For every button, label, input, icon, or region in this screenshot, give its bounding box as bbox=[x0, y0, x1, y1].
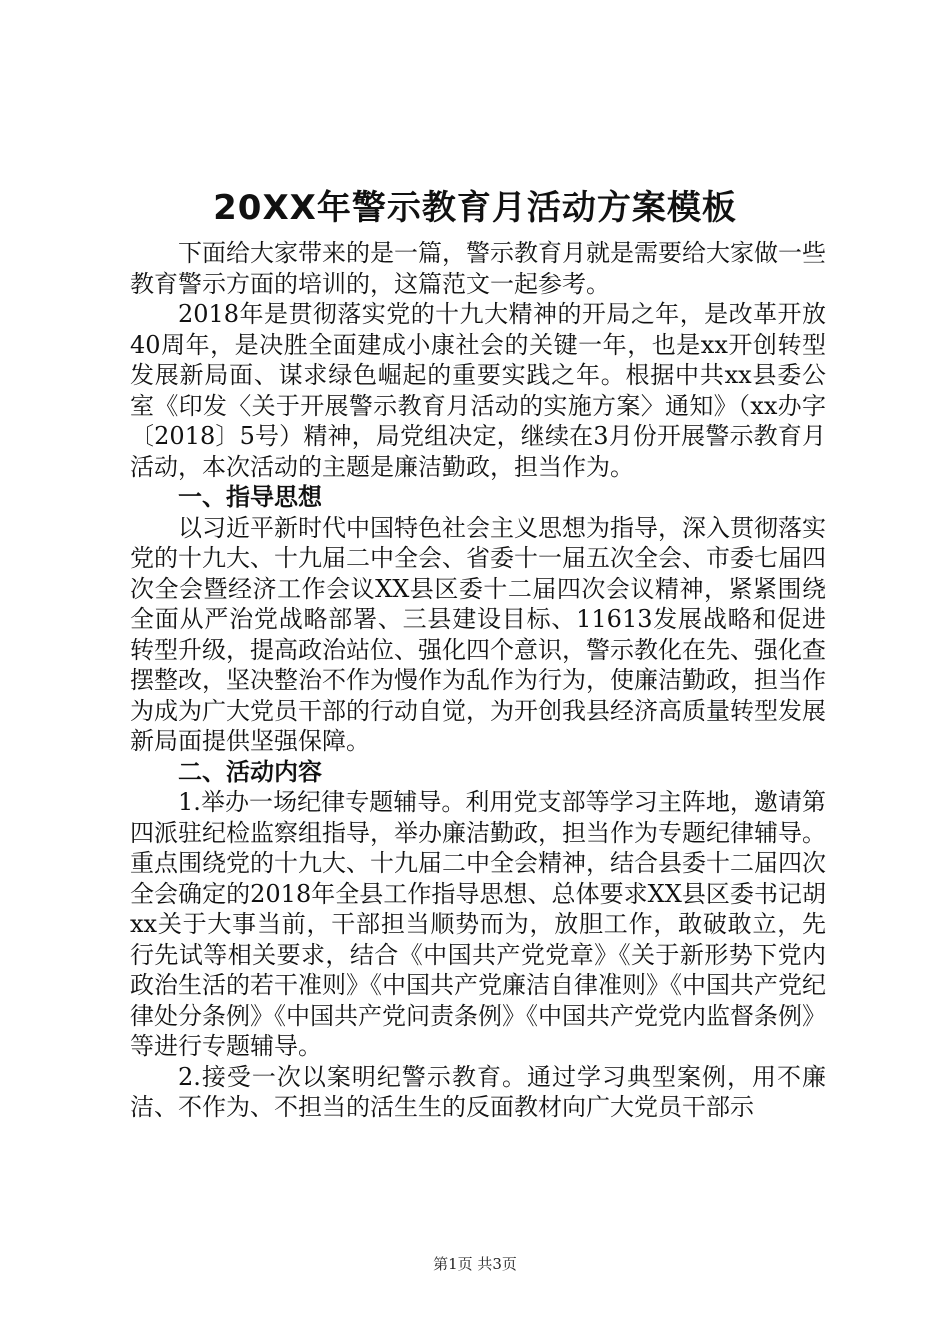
document-body bbox=[130, 238, 826, 1123]
section-heading-guiding-thought: 一、指导思想 bbox=[178, 483, 322, 511]
background-paragraph: 2018年是贯彻落实党的十九大精神的开局之年，是改革开放40周年，是决胜全面建成小康社会的关键一年，也是xx开创转型发展新局面、谋求绿色崛起的重要实践之年。根据中共xx县委公室《印发〈关于开展警示教育月活动的实施方案〉通知》（xx办字〔2018〕5号）精神，局党组决定，继续在3月份开展警示教育月活动，本次活动的主题是廉洁勤政，担当作为。 bbox=[130, 300, 826, 481]
document-title: 20XX年警示教育月活动方案模板 bbox=[213, 188, 737, 228]
activity-item-1: 1.举办一场纪律专题辅导。利用党支部等学习主阵地，邀请第四派驻纪检监察组指导，举办廉洁勤政，担当作为专题纪律辅导。重点围绕党的十九大、十九届二中全会精神，结合县委十二届四次全会确定的2018年全县工作指导思想、总体要求XX县区委书记胡xx关于大事当前，干部担当顺势而为，放胆工作，敢破敢立，先行先试等相关要求，结合《中国共产党党章》《关于新形势下党内政治生活的若干准则》《中国共产党廉洁自律准则》《中国共产党纪律处分条例》《中国共产党问责条例》《中国共产党党内监督条例》等进行专题辅导。 bbox=[130, 788, 826, 1060]
guiding-thought-paragraph: 以习近平新时代中国特色社会主义思想为指导，深入贯彻落实党的十九大、十九届二中全会、省委十一届五次全会、市委七届四次全会暨经济工作会议XX县区委十二届四次会议精神，紧紧围绕全面从严治党战略部署、三县建设目标、11613发展战略和促进转型升级，提高政治站位、强化四个意识，警示教化在先、强化查摆整改，坚决整治不作为慢作为乱作为行为，使廉洁勤政，担当作为成为广大党员干部的行动自觉，为开创我县经济高质量转型发展新局面提供坚强保障。 bbox=[130, 513, 826, 755]
page-number-footer: 第1页 共3页 bbox=[433, 1255, 517, 1273]
activity-item-2: 2.接受一次以案明纪警示教育。通过学习典型案例，用不廉洁、不作为、不担当的活生生的反面教材向广大党员干部示 bbox=[130, 1062, 826, 1121]
intro-paragraph: 下面给大家带来的是一篇，警示教育月就是需要给大家做一些教育警示方面的培训的，这篇范文一起参考。 bbox=[130, 239, 826, 298]
section-heading-activity-content: 二、活动内容 bbox=[178, 757, 322, 786]
